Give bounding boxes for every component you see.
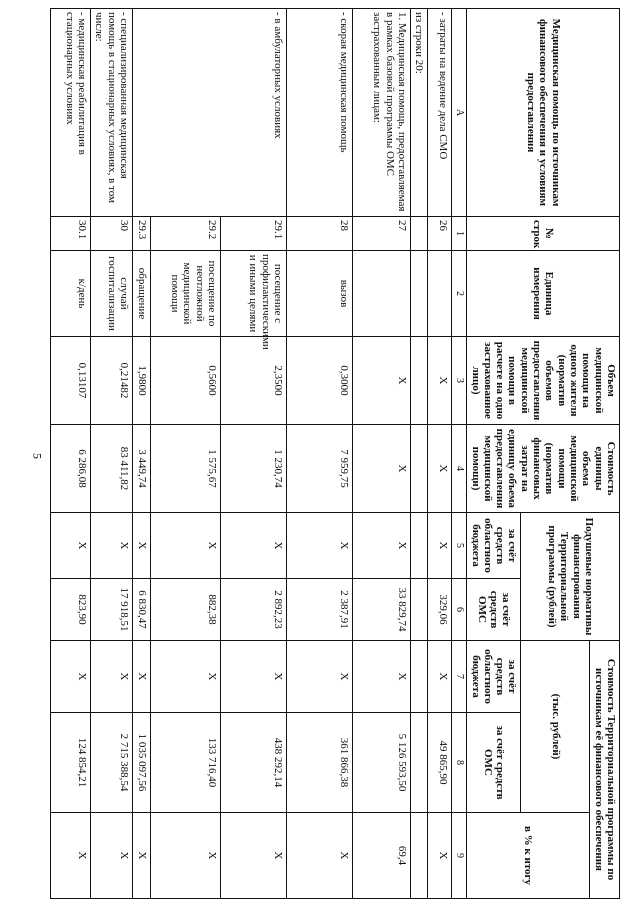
- header-program-cost: Стоимость Территориальной программы по источникам её финансового обеспечения: [590, 641, 620, 899]
- row-cost-percent: X: [50, 813, 90, 899]
- index-cell: 4: [452, 425, 467, 513]
- row-cost-budget: X: [220, 641, 286, 713]
- header-volume: Объем медицинской помощи на одного жителя (норматив объемов предоставления медицинской помощи в расчете на одно застрахованное лицо): [467, 337, 620, 425]
- header-norm-oms: за счёт средств ОМС: [467, 579, 521, 641]
- index-cell: 1: [452, 217, 467, 251]
- row-norm-budget: X: [286, 513, 352, 579]
- row-cost-percent: X: [220, 813, 286, 899]
- row-cost-oms: 361 866,38: [286, 713, 352, 813]
- index-cell: А: [452, 9, 467, 217]
- row-volume: 0,5600: [150, 337, 220, 425]
- row-unit-cost: X: [352, 425, 410, 513]
- row-volume: 0,21482: [90, 337, 132, 425]
- header-cost-budget: за счёт средств областного бюджета: [467, 641, 521, 713]
- header-cost-oms: за счёт средств ОМС: [467, 713, 521, 813]
- row-unit: [410, 251, 427, 337]
- row-volume: X: [352, 337, 410, 425]
- row-number: 30.1: [50, 217, 90, 251]
- row-norm-budget: X: [50, 513, 90, 579]
- row-norm-budget: X: [352, 513, 410, 579]
- row-volume: [410, 337, 427, 425]
- row-description: - медицинская реабилитация в стационарных условиях: [50, 9, 90, 217]
- header-row-number: № строк: [467, 217, 620, 251]
- row-unit: к/день: [50, 251, 90, 337]
- header-description: Медицинская помощь по источникам финансового обеспечения и условиям предоставления: [467, 9, 620, 217]
- row-norm-oms: 17 918,51: [90, 579, 132, 641]
- row-unit-cost: 1 575,67: [150, 425, 220, 513]
- header-unit: Единица измерения: [467, 251, 620, 337]
- row-number: 30: [90, 217, 132, 251]
- row-unit: посещение по неотложной медицинской помощи: [150, 251, 220, 337]
- row-cost-budget: X: [90, 641, 132, 713]
- page-number: 5: [30, 453, 45, 459]
- row-number: [410, 217, 427, 251]
- index-cell: 5: [452, 513, 467, 579]
- row-description: - затраты на ведение дела СМО: [428, 9, 452, 217]
- table-row: [286, 9, 352, 899]
- row-number: 29.3: [132, 217, 150, 251]
- row-number: 29.2: [150, 217, 220, 251]
- row-cost-budget: X: [150, 641, 220, 713]
- header-per-capita-norms: Подушевые нормативы финансирования Территориальной программы (рублей): [521, 513, 620, 641]
- rotated-page: [16, 8, 620, 898]
- row-number: 26: [428, 217, 452, 251]
- header-unit-cost: Стоимость единицы объема медицинской помощи (норматив финансовых затрат на единицу объема предоставления медицинской помощи): [467, 425, 620, 513]
- table-row: [410, 9, 427, 899]
- table-row: [90, 9, 132, 899]
- table-row: [220, 9, 286, 899]
- row-cost-percent: X: [132, 813, 150, 899]
- row-cost-percent: X: [286, 813, 352, 899]
- header-norm-budget: за счёт средств областного бюджета: [467, 513, 521, 579]
- row-cost-budget: X: [286, 641, 352, 713]
- row-cost-percent: X: [150, 813, 220, 899]
- row-norm-oms: 882,38: [150, 579, 220, 641]
- row-description: - в амбулаторных условиях: [132, 9, 286, 217]
- tariff-table: [50, 8, 620, 899]
- row-norm-oms: [410, 579, 427, 641]
- row-norm-budget: X: [90, 513, 132, 579]
- row-unit-cost: [410, 425, 427, 513]
- row-norm-budget: [410, 513, 427, 579]
- row-cost-budget: X: [132, 641, 150, 713]
- row-norm-oms: 329,06: [428, 579, 452, 641]
- row-unit-cost: 3 449,74: [132, 425, 150, 513]
- row-cost-oms: [410, 713, 427, 813]
- column-index-row: [452, 9, 467, 899]
- row-cost-percent: [410, 813, 427, 899]
- row-description: - специализированная медицинская помощь в стационарных условиях, в том числе:: [90, 9, 132, 217]
- row-cost-percent: X: [90, 813, 132, 899]
- row-unit-cost: 83 411,82: [90, 425, 132, 513]
- index-cell: 3: [452, 337, 467, 425]
- index-cell: 6: [452, 579, 467, 641]
- index-cell: 7: [452, 641, 467, 713]
- row-cost-oms: 5 126 593,50: [352, 713, 410, 813]
- header-cost-percent: в % к итогу: [467, 813, 590, 899]
- row-volume: 2,3500: [220, 337, 286, 425]
- row-norm-budget: X: [428, 513, 452, 579]
- row-volume: 0,3000: [286, 337, 352, 425]
- row-cost-budget: X: [428, 641, 452, 713]
- row-description: 1. Медицинская помощь, предоставляемая в рамках базовой программы ОМС застрахованным лицам:: [352, 9, 410, 217]
- index-cell: 8: [452, 713, 467, 813]
- row-description: из строки 20:: [410, 9, 427, 217]
- row-cost-oms: 1 035 097,56: [132, 713, 150, 813]
- row-cost-oms: 133 716,40: [150, 713, 220, 813]
- row-unit: [428, 251, 452, 337]
- table-row: [50, 9, 90, 899]
- row-unit: [352, 251, 410, 337]
- row-unit: случай госпитализации: [90, 251, 132, 337]
- row-volume: 1,9800: [132, 337, 150, 425]
- row-cost-percent: 69,4: [352, 813, 410, 899]
- index-cell: 2: [452, 251, 467, 337]
- table-row: [352, 9, 410, 899]
- row-cost-oms: 124 854,21: [50, 713, 90, 813]
- row-cost-oms: 2 715 388,54: [90, 713, 132, 813]
- row-unit-cost: 7 959,75: [286, 425, 352, 513]
- row-volume: 0,13107: [50, 337, 90, 425]
- row-norm-oms: 33 829,74: [352, 579, 410, 641]
- row-unit: обращение: [132, 251, 150, 337]
- row-norm-oms: 823,90: [50, 579, 90, 641]
- row-volume: X: [428, 337, 452, 425]
- row-cost-budget: X: [352, 641, 410, 713]
- row-cost-percent: X: [428, 813, 452, 899]
- row-description: - скорая медицинская помощь: [286, 9, 352, 217]
- row-number: 27: [352, 217, 410, 251]
- row-unit: посещение с профилактическими и иными целями: [220, 251, 286, 337]
- row-cost-budget: X: [50, 641, 90, 713]
- row-norm-budget: X: [220, 513, 286, 579]
- index-cell: 9: [452, 813, 467, 899]
- row-unit: вызов: [286, 251, 352, 337]
- row-unit-cost: 6 286,08: [50, 425, 90, 513]
- row-norm-oms: 2 892,23: [220, 579, 286, 641]
- row-norm-budget: X: [132, 513, 150, 579]
- row-cost-oms: 438 292,14: [220, 713, 286, 813]
- row-number: 29.1: [220, 217, 286, 251]
- table-row: [428, 9, 452, 899]
- row-unit-cost: 1 230,74: [220, 425, 286, 513]
- row-cost-oms: 49 865,90: [428, 713, 452, 813]
- row-norm-budget: X: [150, 513, 220, 579]
- row-unit-cost: X: [428, 425, 452, 513]
- row-cost-budget: [410, 641, 427, 713]
- row-number: 28: [286, 217, 352, 251]
- row-norm-oms: 2 387,91: [286, 579, 352, 641]
- header-cost-unit: (тыс. рублей): [521, 641, 590, 813]
- row-norm-oms: 6 830,47: [132, 579, 150, 641]
